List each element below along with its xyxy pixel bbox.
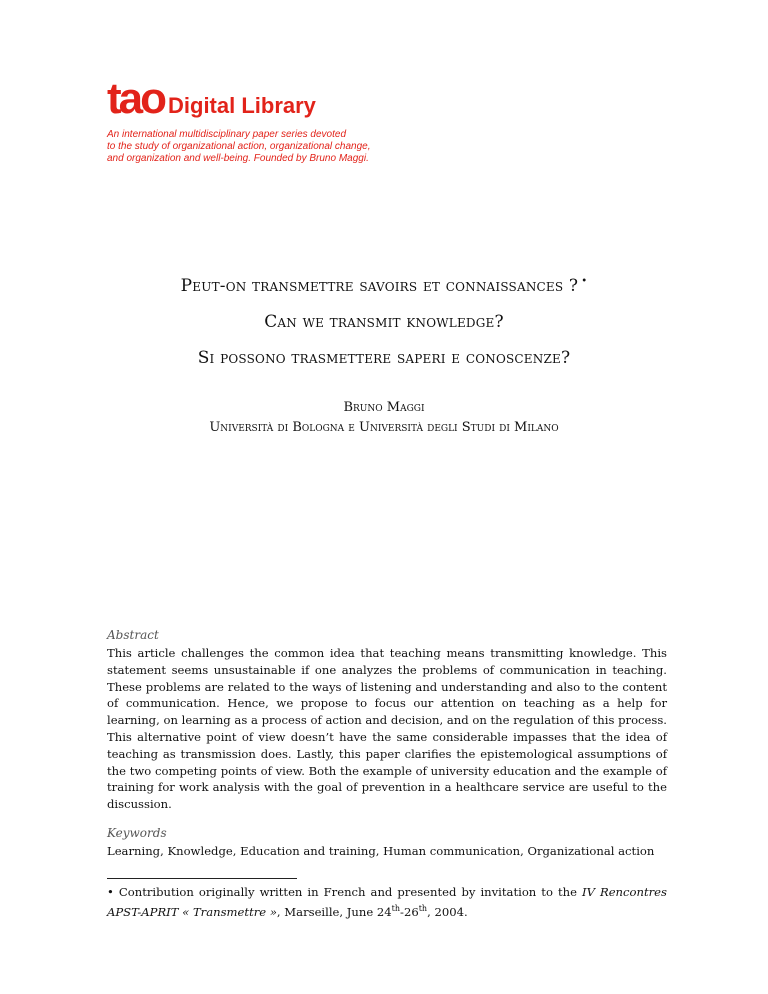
footnote-date: , Marseille, June 24 [276,904,392,919]
footnote-sup: th [418,903,428,913]
footnote-event: IV Rencontres APST-APRIT « Transmettre » [107,885,667,919]
keywords-text: Learning, Knowledge, Education and training, Human communication, Organizational action [107,844,655,858]
tagline-line: An international multidisciplinary paper series devoted [107,129,347,140]
logo-word: tao [107,74,164,123]
tagline-line: and organization and well-being. Founded by Bruno Maggi. [107,153,369,164]
series-tagline [107,129,527,165]
abstract-text: This article challenges the common idea that teaching means transmitting knowledge. This statement seems unsustainable if one analyzes the problems of communication in teaching. These problems are related to the ways of listening and understanding and also to the content of communication. Hence, we propose to focus our attention on teaching as a help for learning, on learning as a process of action and decision, and on the regulation of this process. This alternative point of view doesn’t have the same considerable impasses that the idea of teaching as transmission does. Lastly, this paper clarifies the epistemological assumptions of the two competing points of view. Both the example of university education and the example of training for work analysis with the goal of prevention in a healthcare service are useful to the discussion. [107,646,667,812]
footnote-text: Contribution originally written in French and presented by invitation to the [113,885,582,899]
title-french [0,276,768,296]
keywords-heading: Keywords [107,826,167,840]
author-affiliation: Università di Bologna e Università degli Studi di Milano [209,420,559,435]
footnote-marker: • [581,276,588,287]
footnote [107,884,667,921]
logo-suffix: Digital Library [168,93,316,118]
tagline-line: to the study of organizational action, organizational change, [107,141,371,152]
logo [107,74,316,123]
footnote-date-range: -26 [400,904,419,919]
footnote-marker: • [107,885,114,899]
title-italian: Si possono trasmettere saperi e conoscenze? [197,348,571,368]
abstract-heading: Abstract [107,628,159,642]
author-name: Bruno Maggi [343,400,425,415]
footnote-sup: th [391,903,401,913]
title-english: Can we transmit knowledge? [264,312,504,332]
title-french-text: Peut-on transmettre savoirs et connaissances ? [180,276,579,296]
footnote-divider [107,878,297,879]
footnote-year: , 2004. [427,904,468,919]
